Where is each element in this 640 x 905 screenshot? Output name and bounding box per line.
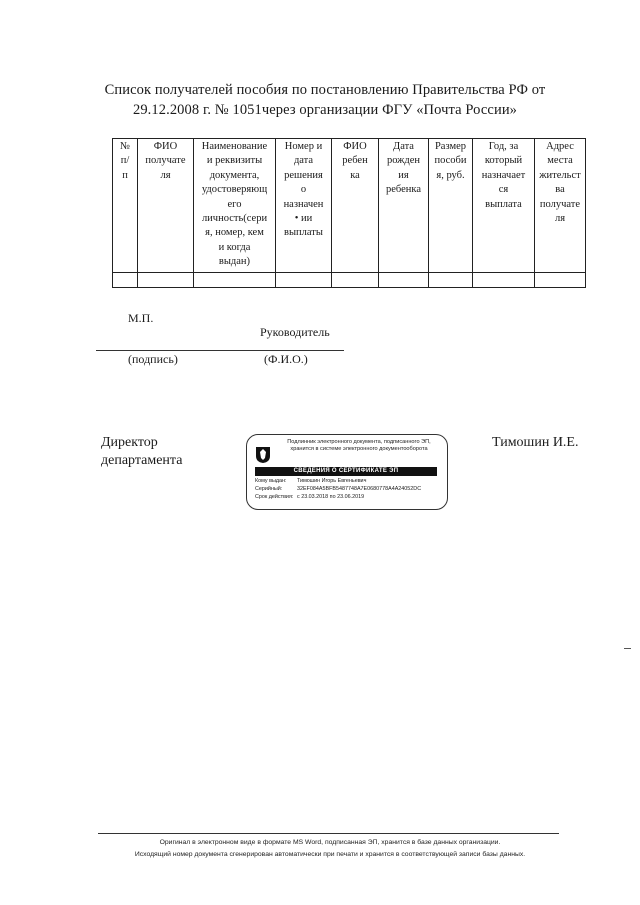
page-footer (60, 837, 600, 861)
stamp-validity-row (255, 494, 364, 501)
stamp-owner-value: Тимошин Игорь Евгеньевич (297, 478, 367, 484)
table-cell (473, 272, 535, 287)
page-edge-mark (624, 648, 631, 649)
footer-line-1: Оригинал в электронном виде в формате MS Word, подписанная ЭП, хранится в базе данных организации. (159, 839, 501, 846)
footer-line-2: Исходящий номер документа сгенерирован автоматически при печати и хранится в соответствующей записи базы данных. (134, 851, 526, 858)
table-header-row (113, 139, 586, 273)
stamp-owner-row (255, 478, 366, 485)
table-cell (332, 272, 379, 287)
head-label: Руководитель (260, 325, 330, 339)
stamp-owner-label: Кому выдан: (255, 478, 287, 484)
document-title (90, 80, 560, 120)
col-header-number: № п/ п (113, 139, 138, 273)
table-cell (113, 272, 138, 287)
fio-caption: (Ф.И.О.) (264, 352, 308, 366)
col-header-recipient-name: ФИО получате ля (138, 139, 194, 273)
stamp-serial-label: Серийный: (255, 486, 283, 492)
table-cell (138, 272, 194, 287)
table-cell (535, 272, 586, 287)
table-cell (429, 272, 473, 287)
stamp-validity-value: с 23.03.2018 по 23.06.2019 (297, 494, 365, 500)
col-header-child-name: ФИО ребен ка (332, 139, 379, 273)
recipients-table (112, 138, 586, 288)
footer-divider (98, 833, 559, 834)
col-header-id-document: Наименование и реквизиты документа, удостоверяющ его личность(сери я, номер, кем и когда выдан) (194, 139, 276, 273)
stamp-serial-value: 32EF084A5BFB5487748A7E0680778A4A24052DC (297, 486, 422, 492)
signer-name: Тимошин И.Е. (492, 435, 579, 450)
signature-line (96, 350, 344, 351)
table-cell (194, 272, 276, 287)
stamp-certificate-title: СВЕДЕНИЯ О СЕРТИФИКАТЕ ЭП (255, 467, 437, 476)
col-header-address: Адрес места жительст ва получате ля (535, 139, 586, 273)
stamp-validity-label: Срок действия: (255, 494, 294, 500)
col-header-decision: Номер и дата решения о назначен • ии выплаты (276, 139, 332, 273)
col-header-amount: Размер пособи я, руб. (429, 139, 473, 273)
coat-of-arms-icon (255, 446, 271, 464)
document-title-line-1: Список получателей пособия по постановлению Правительства РФ от (104, 82, 546, 98)
table-row (113, 272, 586, 287)
document-title-line-2: 29.12.2008 г. № 1051через организации ФГУ «Почта России» (132, 102, 518, 118)
signer-position (101, 434, 182, 470)
table-cell (276, 272, 332, 287)
signer-position-line-2: департамента (101, 453, 183, 468)
signer-position-line-1: Директор (101, 435, 158, 450)
seal-placeholder-label: М.П. (128, 311, 154, 325)
table-cell (379, 272, 429, 287)
stamp-serial-row (255, 486, 421, 493)
electronic-signature-stamp (246, 434, 448, 510)
col-header-child-birthdate: Дата рожден ия ребенка (379, 139, 429, 273)
stamp-header: Подлинник электронного документа, подписанного ЭП, хранится в системе электронного документооборота (287, 439, 431, 452)
col-header-year: Год, за который назначает ся выплата (473, 139, 535, 273)
signature-caption: (подпись) (128, 352, 178, 366)
